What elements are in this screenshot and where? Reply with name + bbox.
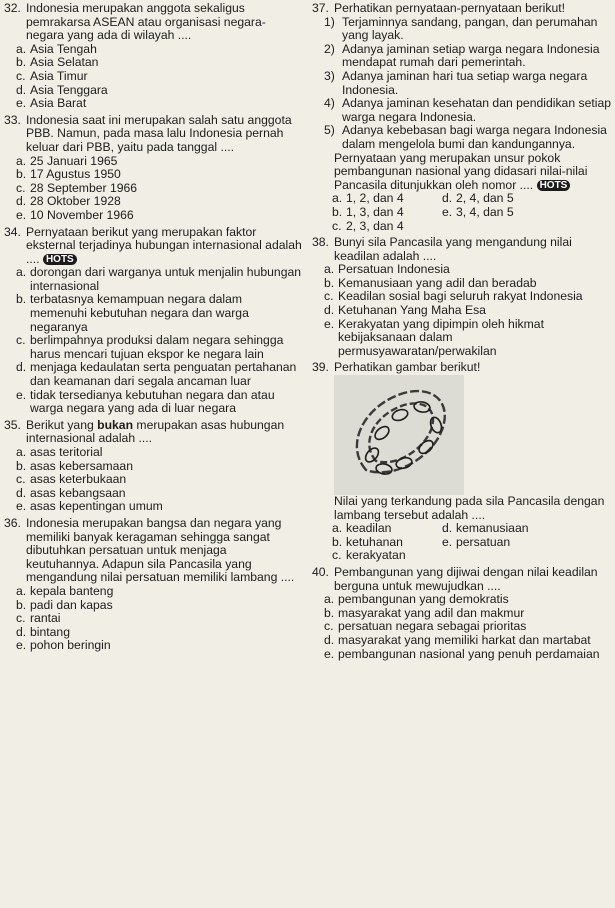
question-33 <box>4 114 302 223</box>
question-number: 34. <box>4 224 21 239</box>
question-text: Perhatikan pernyataan-pernyataan berikut! <box>334 1 566 15</box>
option-a[interactable]: a. kepala banteng <box>16 583 114 598</box>
question-number: 35. <box>4 417 21 432</box>
question-number: 33. <box>4 112 21 127</box>
question-text: Berikut yang bukan merupakan asas hubungan internasional adalah .... <box>26 417 285 446</box>
option-d[interactable]: d. Ketuhanan Yang Maha Esa <box>324 303 486 318</box>
option-a[interactable]: a. 25 Januari 1965 <box>16 153 118 168</box>
option-b[interactable]: b. padi dan kapas <box>16 597 113 612</box>
option-e[interactable]: e. Asia Barat <box>16 96 87 111</box>
option-a[interactable]: a. dorongan dari warganya untuk menjalin hubungan internasional <box>16 265 302 293</box>
option-b[interactable]: b. 1, 3, dan 4 <box>332 204 404 219</box>
statement-4: 4) Adanya jaminan kesehatan dan pendidikan setiap warga negara Indonesia. <box>324 96 611 124</box>
question-34 <box>4 226 302 416</box>
question-after-text: Nilai yang terkandung pada sila Pancasila dengan lambang tersebut adalah .... <box>334 494 605 522</box>
option-b[interactable]: b. 17 Agustus 1950 <box>16 167 121 182</box>
option-d[interactable]: d. masyarakat yang memiliki harkat dan martabat <box>324 632 591 647</box>
option-e[interactable]: e. 10 November 1966 <box>16 207 134 222</box>
chain-emblem-image <box>334 375 464 495</box>
chain-icon <box>334 375 464 495</box>
option-c[interactable]: c. Keadilan sosial bagi seluruh rakyat Indonesia <box>324 289 583 304</box>
option-e[interactable]: e. tidak tersedianya kebutuhan negara dan atau warga negara yang ada di luar negara <box>16 387 275 416</box>
question-number: 39. <box>312 360 329 375</box>
option-d[interactable]: d. menjaga kedaulatan serta penguatan pertahanan dan keamanan dari segala ancaman luar <box>16 360 297 389</box>
question-number: 37. <box>312 1 329 15</box>
option-e[interactable]: e. pohon beringin <box>16 638 111 653</box>
question-tail: Pernyataan yang merupakan unsur pokok pembangunan nasional yang didasari nilai-nilai Pancasila ditunjukkan oleh nomor .... HOTS <box>334 150 588 192</box>
statement-2: 2) Adanya jaminan setiap warga negara Indonesia mendapat rumah dari pemerintah. <box>324 41 600 70</box>
option-d[interactable]: d. 2, 4, dan 5 <box>442 191 514 206</box>
option-d[interactable]: d. Asia Tenggara <box>16 82 108 97</box>
question-number: 38. <box>312 235 329 250</box>
option-a[interactable]: a. 1, 2, dan 4 <box>332 191 404 206</box>
question-text: Indonesia merupakan bangsa dan negara yang memiliki banyak keragaman sehingga sangat dibutuhkan persatuan untuk menjaga keutuhannya. Adapun sila Pancasila yang mengandung nilai persatuan memiliki lambang .... <box>26 515 295 585</box>
option-b[interactable]: b. terbatasnya kemampuan negara dalam memenuhi kebutuhan negara dan warga negaranya <box>16 292 249 334</box>
option-a[interactable]: a. pembangunan yang demokratis <box>324 592 509 607</box>
hots-badge: HOTS <box>43 254 77 265</box>
question-number: 40. <box>312 565 329 579</box>
right-column <box>312 2 612 664</box>
option-c[interactable]: c. kerakyatan <box>332 548 406 563</box>
option-b[interactable]: b. Asia Selatan <box>16 55 99 70</box>
question-text: Indonesia saat ini merupakan salah satu anggota PBB. Namun, pada masa lalu Indonesia pernah keluar dari PBB, yaitu pada tanggal .... <box>26 112 292 154</box>
option-b[interactable]: b. Kemanusiaan yang adil dan beradab <box>324 275 537 290</box>
question-text: Bunyi sila Pancasila yang mengandung nilai keadilan adalah .... <box>334 235 572 263</box>
option-c[interactable]: c. 28 September 1966 <box>16 180 138 195</box>
option-c[interactable]: c. 2, 3, dan 4 <box>332 218 404 233</box>
option-a[interactable]: a. keadilan <box>332 521 392 536</box>
question-text: Pernyataan berikut yang merupakan faktor eksternal terjadinya hubungan internasional adalah .... <box>26 224 302 266</box>
question-number: 36. <box>4 515 21 530</box>
question-35 <box>4 419 302 514</box>
statement-3: 3) Adanya jaminan hari tua setiap warga negara Indonesia. <box>324 68 588 97</box>
option-d[interactable]: d. asas kebangsaan <box>16 485 126 500</box>
option-c[interactable]: c. asas keterbukaan <box>16 472 127 487</box>
option-d[interactable]: d. 28 Oktober 1928 <box>16 194 121 209</box>
option-e[interactable]: e. pembangunan nasional yang penuh perdamaian <box>324 646 600 661</box>
question-36 <box>4 517 302 653</box>
question-text: Indonesia merupakan anggota sekaligus pemrakarsa ASEAN atau organisasi negara-negara yang ada di wilayah .... <box>26 1 266 43</box>
option-b[interactable]: b. ketuhanan <box>332 534 403 549</box>
hots-badge: HOTS <box>537 180 571 191</box>
question-text: Perhatikan gambar berikut! <box>334 360 481 375</box>
statement-5: 5) Adanya kebebasan bagi warga negara Indonesia dalam mengelola bumi dan kandungannya. <box>324 123 607 151</box>
left-column <box>4 2 302 656</box>
option-d[interactable]: d. bintang <box>16 624 70 639</box>
option-e[interactable]: e. persatuan <box>442 534 511 549</box>
statement-1: 1) Terjaminnya sandang, pangan, dan perumahan yang layak. <box>324 14 598 43</box>
option-e[interactable]: e. 3, 4, dan 5 <box>442 204 514 219</box>
question-39 <box>312 361 612 563</box>
option-c[interactable]: c. persatuan negara sebagai prioritas <box>324 619 527 634</box>
option-c[interactable]: c. berlimpahnya produksi dalam negara sehingga harus mencari tujuan ekspor ke negara lain <box>16 333 284 361</box>
option-a[interactable]: a. Persatuan Indonesia <box>324 262 450 277</box>
option-d[interactable]: d. kemanusiaan <box>442 521 529 536</box>
question-38 <box>312 236 612 358</box>
option-c[interactable]: c. rantai <box>16 611 61 626</box>
question-number: 32. <box>4 1 21 15</box>
option-c[interactable]: c. Asia Timur <box>16 68 88 83</box>
option-e[interactable]: e. asas kepentingan umum <box>16 499 163 514</box>
option-a[interactable]: a. Asia Tengah <box>16 41 97 56</box>
option-a[interactable]: a. asas teritorial <box>16 445 103 459</box>
question-text: Pembangunan yang dijiwai dengan nilai keadilan berguna untuk mewujudkan .... <box>334 565 598 593</box>
question-37 <box>312 2 612 233</box>
question-40 <box>312 566 612 661</box>
option-e[interactable]: e. Kerakyatan yang dipimpin oleh hikmat kebijaksanaan dalam permusyawaratan/perwakilan <box>324 316 544 358</box>
option-b[interactable]: b. asas kebersamaan <box>16 458 133 473</box>
question-32 <box>4 2 302 111</box>
option-b[interactable]: b. masyarakat yang adil dan makmur <box>324 605 525 620</box>
